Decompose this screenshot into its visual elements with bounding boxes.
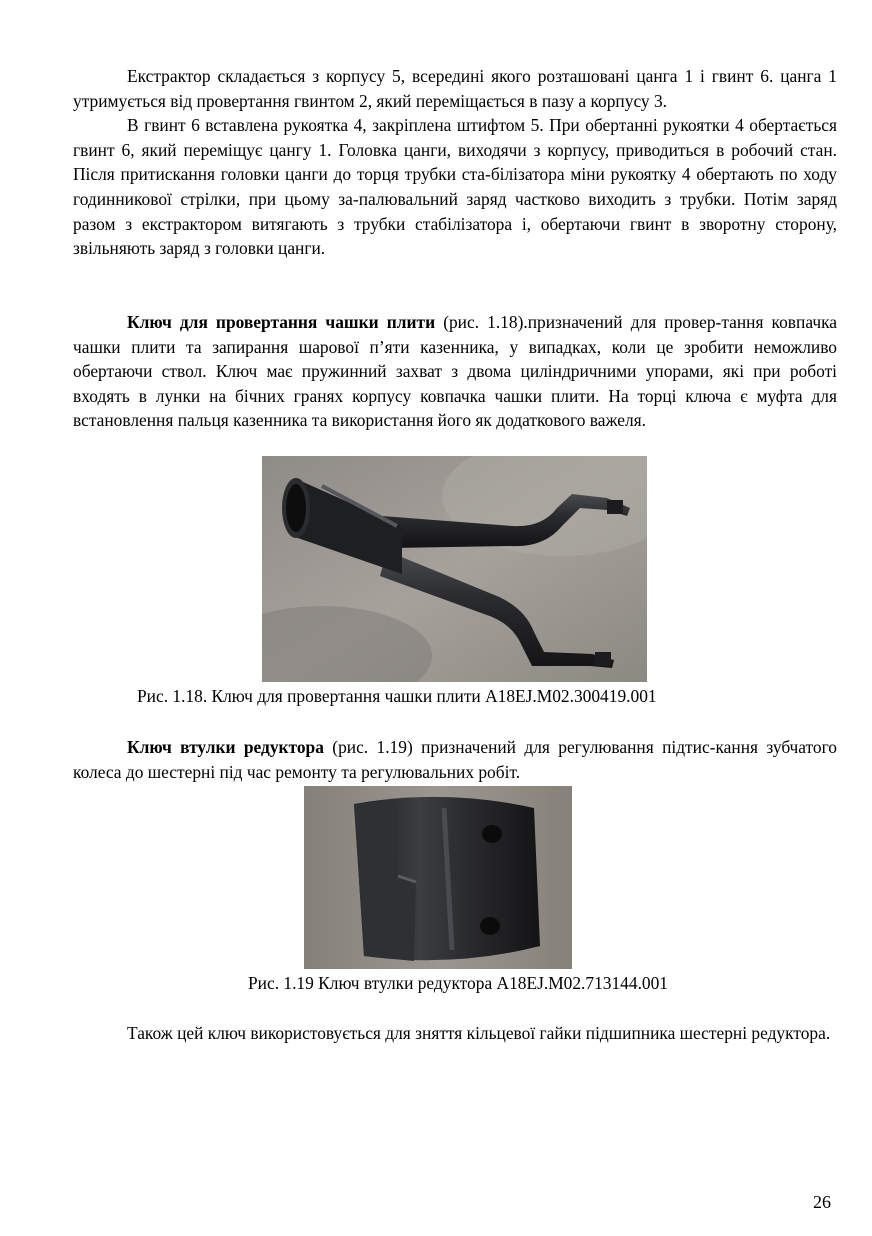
text-section-cup-key [73, 310, 837, 433]
text-section-extractor [73, 64, 837, 261]
paragraph-extractor-operation: В гвинт 6 вставлена рукоятка 4, закріплена штифтом 5. При обертанні рукоятки 4 обертається гвинт 6, який переміщує цангу 1. Головка цанги, виходячи з корпусу, приводиться в робочий стан. Після притискання головки цанги до торця трубки ста-білізатора міни рукоятку 4 обертають по ходу годинникової стрілки, при цьому за-палювальний заряд частково виходить з трубки. Потім заряд разом з екстрактором витягають з трубки стабілізатора і, обертаючи гвинт в зворотну сторону, звільняють заряд з головки цанги. [73, 115, 837, 259]
paragraph-reducer-key-extra: Також цей ключ використовується для зняття кільцевої гайки підшипника шестерні редуктора. [127, 1023, 831, 1043]
cup-key-term: Ключ для провертання чашки плити [127, 312, 436, 332]
text-section-reducer-key [73, 735, 837, 784]
paragraph-extractor-body: Екстрактор складається з корпусу 5, всередині якого розташовані цанга 1 і гвинт 6. цанга 1 утримується від провертання гвинтом 2, який переміщається в пазу а корпусу 3. [73, 66, 837, 111]
paragraph-reducer-key [73, 735, 837, 784]
cup-key-description: (рис. 1.18).призначений для провер-тання ковпачка чашки плити та запирання шарової п’яти казенника, у випадках, коли це зробити неможливо обертаючи ствол. Ключ має пружинний захват з двома циліндричними упорами, які при роботі входять в лунки на бічних гранях корпусу ковпачка чашки плити. На торці ключа є муфта для встановлення пальця казенника та використання його як додаткового важеля. [73, 312, 837, 431]
reducer-key-photo-drawing [304, 786, 572, 969]
text-section-reducer-key-extra [73, 1021, 837, 1046]
figure-cup-key-photo [262, 456, 647, 682]
reducer-key-description: (рис. 1.19) призначений для регулювання підтис-кання зубчатого колеса до шестерні під час ремонту та регулювальних робіт. [73, 737, 837, 782]
cup-key-photo-drawing [262, 456, 647, 682]
page-number: 26 [813, 1192, 831, 1212]
reducer-key-term: Ключ втулки редуктора [127, 737, 324, 757]
figure-reducer-key-photo [304, 786, 572, 969]
paragraph-cup-key [73, 310, 837, 433]
figure-1-caption: Рис. 1.18. Ключ для провертання чашки плити A18EJ.M02.300419.001 [137, 686, 657, 706]
figure-2-caption: Рис. 1.19 Ключ втулки редуктора A18EJ.M02.713144.001 [248, 973, 669, 993]
